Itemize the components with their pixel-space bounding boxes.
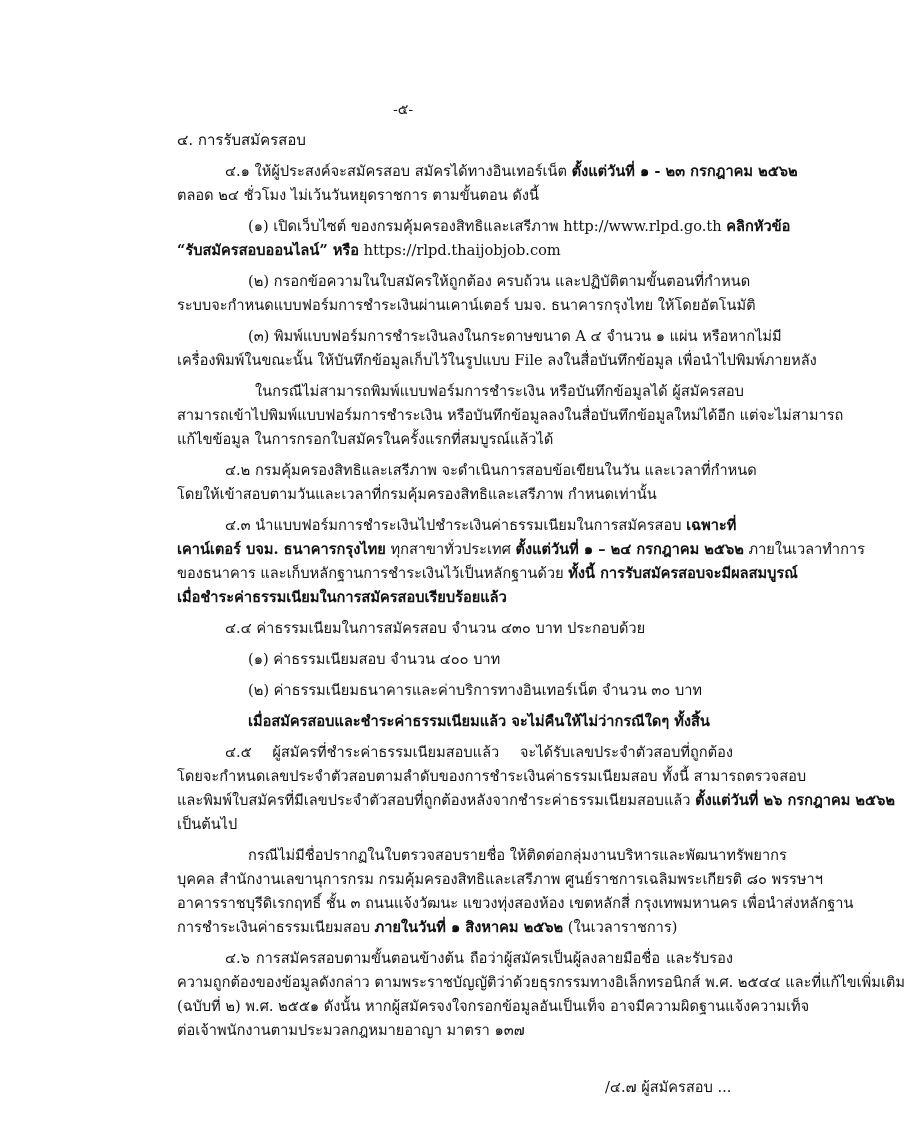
- step-1-line-1: (๑) เปิดเว็บไซต์ ของกรมคุ้มครองสิทธิและเสรีภาพ http://www.rlpd.go.th คลิกหัวข้อ: [248, 218, 791, 235]
- no-refund-note: เมื่อสมัครสอบและชำระค่าธรรมเนียมแล้ว จะไม่คืนให้ไม่ว่ากรณีใดๆ ทั้งสิ้น: [248, 713, 710, 730]
- page-number: -๕-: [393, 102, 414, 118]
- para-4-1-line-2: ตลอด ๒๔ ชั่วโมง ไม่เว้นวันหยุดราชการ ตามขั้นตอน ดังนี้: [177, 187, 539, 204]
- para-4-3-line-3: ของธนาคาร และเก็บหลักฐานการชำระเงินไว้เป็นหลักฐานด้วย ทั้งนี้ การรับสมัครสอบจะมีผลสมบูรณ์: [177, 565, 798, 582]
- para-4-5-line-3: และพิมพ์ใบสมัครที่มีเลขประจำตัวสอบที่ถูกต้องหลังจากชำระค่าธรรมเนียมสอบแล้ว ตั้งแต่วันที่ ๒๖ กรกฎาคม ๒๕๖๒: [177, 792, 895, 809]
- step-2-line-1: (๒) กรอกข้อความในใบสมัครให้ถูกต้อง ครบถ้วน และปฏิบัติตามขั้นตอนที่กำหนด: [248, 273, 751, 290]
- note-line-3: แก้ไขข้อมูล ในการกรอกใบสมัครในครั้งแรกที่สมบูรณ์แล้วได้: [177, 431, 554, 448]
- contact-line-1: กรณีไม่มีชื่อปรากฏในใบตรวจสอบรายชื่อ ให้ติดต่อกลุ่มงานบริหารและพัฒนาทรัพยากร: [248, 847, 787, 864]
- para-4-6-line-2: ความถูกต้องของข้อมูลดังกล่าว ตามพระราชบัญญัติว่าด้วยธุรกรรมทางอิเล็กทรอนิกส์ พ.ศ. ๒๕๔๔ และที่แก้ไขเพิ่มเติม: [177, 974, 905, 991]
- contact-line-2: บุคคล สำนักงานเลขานุการกรม กรมคุ้มครองสิทธิและเสรีภาพ ศูนย์ราชการเฉลิมพระเกียรติ ๘๐ พรรษาฯ: [177, 871, 823, 888]
- para-4-5-line-1: ๔.๕ ผู้สมัครที่ชำระค่าธรรมเนียมสอบแล้ว จะได้รับเลขประจำตัวสอบที่ถูกต้อง: [225, 744, 733, 761]
- fee-item-2: (๒) ค่าธรรมเนียมธนาคารและค่าบริการทางอินเทอร์เน็ต จำนวน ๓๐ บาท: [248, 682, 703, 699]
- para-4-2-line-2: โดยให้เข้าสอบตามวันและเวลาที่กรมคุ้มครองสิทธิและเสรีภาพ กำหนดเท่านั้น: [177, 486, 657, 503]
- note-line-1: ในกรณีไม่สามารถพิมพ์แบบฟอร์มการชำระเงิน หรือบันทึกข้อมูลได้ ผู้สมัครสอบ: [255, 383, 744, 400]
- fee-item-1: (๑) ค่าธรรมเนียมสอบ จำนวน ๔๐๐ บาท: [248, 651, 501, 668]
- step-3-line-1: (๓) พิมพ์แบบฟอร์มการชำระเงินลงในกระดาษขนาด A ๔ จำนวน ๑ แผ่น หรือหากไม่มี: [248, 328, 782, 345]
- para-4-3-line-4: เมื่อชำระค่าธรรมเนียมในการสมัครสอบเรียบร้อยแล้ว: [177, 589, 507, 606]
- step-2-line-2: ระบบจะกำหนดแบบฟอร์มการชำระเงินผ่านเคาน์เตอร์ บมจ. ธนาคารกรุงไทย ให้โดยอัตโนมัติ: [177, 297, 756, 314]
- para-4-6-line-1: ๔.๖ การสมัครสอบตามขั้นตอนข้างต้น ถือว่าผู้สมัครเป็นผู้ลงลายมือชื่อ และรับรอง: [225, 950, 733, 967]
- para-4-5-line-2: โดยจะกำหนดเลขประจำตัวสอบตามลำดับของการชำระเงินค่าธรรมเนียมสอบ ทั้งนี้ สามารถตรวจสอบ: [177, 768, 807, 785]
- para-4-6-line-3: (ฉบับที่ ๒) พ.ศ. ๒๕๕๑ ดังนั้น หากผู้สมัครจงใจกรอกข้อมูลอันเป็นเท็จ อาจมีความผิดฐานแจ้งความเท็จ: [177, 998, 810, 1015]
- para-4-2-line-1: ๔.๒ กรมคุ้มครองสิทธิและเสรีภาพ จะดำเนินการสอบข้อเขียนในวัน และเวลาที่กำหนด: [225, 462, 757, 479]
- step-1-line-2: “รับสมัครสอบออนไลน์” หรือ https://rlpd.thaijobjob.com: [177, 242, 561, 259]
- para-4-4-line-1: ๔.๔ ค่าธรรมเนียมในการสมัครสอบ จำนวน ๔๓๐ บาท ประกอบด้วย: [225, 620, 646, 637]
- continuation-note: /๔.๗ ผู้สมัครสอบ ...: [605, 1079, 732, 1096]
- para-4-1-line-1: ๔.๑ ให้ผู้ประสงค์จะสมัครสอบ สมัครได้ทางอินเทอร์เน็ต ตั้งแต่วันที่ ๑ - ๒๓ กรกฎาคม ๒๕๖๒: [225, 163, 798, 180]
- contact-line-4: การชำระเงินค่าธรรมเนียมสอบ ภายในวันที่ ๑ สิงหาคม ๒๕๖๒ (ในเวลาราชการ): [177, 919, 678, 936]
- para-4-6-line-4: ต่อเจ้าพนักงานตามประมวลกฎหมายอาญา มาตรา ๑๓๗: [177, 1022, 525, 1039]
- note-line-2: สามารถเข้าไปพิมพ์แบบฟอร์มการชำระเงิน หรือบันทึกข้อมูลลงในสื่อบันทึกข้อมูลใหม่ได้อีก แต่จะไม่สามารถ: [177, 407, 844, 424]
- para-4-3-line-1: ๔.๓ นำแบบฟอร์มการชำระเงินไปชำระเงินค่าธรรมเนียมในการสมัครสอบ เฉพาะที่: [225, 517, 737, 534]
- step-3-line-2: เครื่องพิมพ์ในขณะนั้น ให้บันทึกข้อมูลเก็บไว้ในรูปแบบ File ลงในสื่อบันทึกข้อมูล เพื่อนำไปพิมพ์ภายหลัง: [177, 352, 817, 369]
- para-4-3-line-2: เคาน์เตอร์ บจม. ธนาคารกรุงไทย ทุกสาขาทั่วประเทศ ตั้งแต่วันที่ ๑ – ๒๔ กรกฎาคม ๒๕๖๒ ภายในเวลาทำการ: [177, 541, 865, 558]
- contact-line-3: อาคารราชบุรีดิเรกฤทธิ์ ชั้น ๓ ถนนแจ้งวัฒนะ แขวงทุ่งสองห้อง เขตหลักสี่ กรุงเทพมหานคร เพื่อนำส่งหลักฐาน: [177, 895, 854, 912]
- section-title: ๔. การรับสมัครสอบ: [177, 131, 306, 149]
- para-4-5-line-4: เป็นต้นไป: [177, 816, 238, 833]
